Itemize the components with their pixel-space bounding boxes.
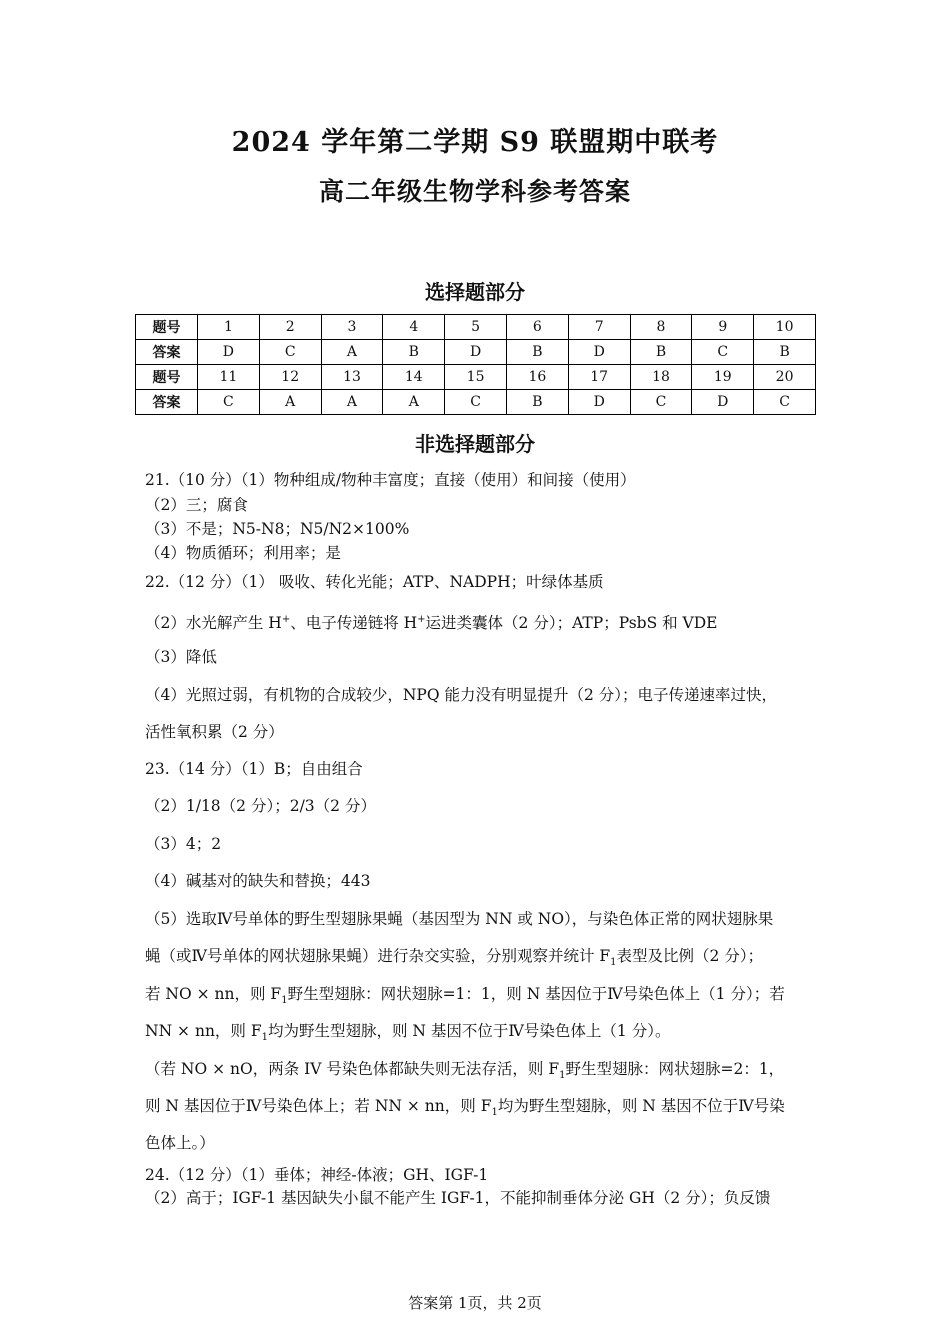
- answer-cell: D: [568, 340, 630, 365]
- answer-cell: C: [445, 390, 507, 415]
- answer-line-23-2: （2）1/18（2 分）；2/3（2 分）: [145, 797, 376, 815]
- answer-line-23-5d: NN × nn，则 $F_1$均为野生型翅脉，则 N 基因不位于Ⅳ号染色体上（1 分）。: [145, 1022, 671, 1044]
- table-row-answer-1: [136, 340, 816, 365]
- answer-line-22-2: （2）水光解产生 H+、电子传递链将 H+运进类囊体（2 分）；ATP；PsbS 和 VDE: [145, 614, 718, 633]
- question-number-cell: 17: [568, 365, 630, 390]
- table-row-question-1: [136, 315, 816, 340]
- answer-line-23-5e: （若 NO × nO，两条 IV 号染色体都缺失则无法存活，则 $F_1$野生型翅脉：网状翅脉=2：1，: [145, 1060, 785, 1082]
- question-number-cell: 9: [692, 315, 754, 340]
- answer-cell: D: [568, 390, 630, 415]
- answer-line-22-4b: 活性氧积累（2 分）: [145, 723, 284, 741]
- question-number-cell: 18: [630, 365, 692, 390]
- answer-cell: C: [630, 390, 692, 415]
- answer-cell: D: [445, 340, 507, 365]
- choice-section-heading: 选择题部分: [425, 280, 525, 304]
- answer-table: [135, 314, 816, 415]
- answer-cell: A: [383, 390, 445, 415]
- answer-line-23-3: （3）4；2: [145, 835, 222, 853]
- question-number-cell: 1: [198, 315, 260, 340]
- table-row-question-2: [136, 365, 816, 390]
- answer-line-21-3: （3）不是；N5-N8；N5/N2×100%: [145, 520, 410, 538]
- question-number-cell: 6: [506, 315, 568, 340]
- answer-cell: A: [321, 340, 383, 365]
- answer-cell: A: [321, 390, 383, 415]
- answer-line-23-1: 23.（14 分）（1）B；自由组合: [145, 760, 363, 778]
- answer-line-23-4: （4）碱基对的缺失和替换；443: [145, 872, 371, 890]
- answer-line-22-4a: （4）光照过弱，有机物的合成较少，NPQ 能力没有明显提升（2 分）；电子传递速率过快，: [145, 686, 778, 704]
- answer-cell: C: [692, 340, 754, 365]
- answer-cell: B: [506, 390, 568, 415]
- answer-line-21-2: （2）三；腐食: [145, 496, 248, 514]
- question-number-cell: 15: [445, 365, 507, 390]
- question-number-cell: 8: [630, 315, 692, 340]
- answer-cell: C: [754, 390, 816, 415]
- table-row-answer-2: [136, 390, 816, 415]
- answer-cell: B: [383, 340, 445, 365]
- question-number-cell: 11: [198, 365, 260, 390]
- answer-cell: B: [630, 340, 692, 365]
- question-label-cell: 题号: [136, 365, 198, 390]
- question-number-cell: 16: [506, 365, 568, 390]
- answer-line-23-5c: 若 NO × nn，则 $F_1$野生型翅脉：网状翅脉=1：1，则 N 基因位于Ⅳ号染色体上（1 分）；若: [145, 985, 785, 1007]
- question-number-cell: 10: [754, 315, 816, 340]
- answer-cell: D: [198, 340, 260, 365]
- superscript-plus: +: [281, 614, 291, 625]
- question-label-cell: 题号: [136, 315, 198, 340]
- question-number-cell: 12: [259, 365, 321, 390]
- question-number-cell: 20: [754, 365, 816, 390]
- answer-line-23-5g: 色体上。）: [145, 1134, 215, 1152]
- question-number-cell: 14: [383, 365, 445, 390]
- answer-line-23-5b: 蝇（或Ⅳ号单体的网状翅脉果蝇）进行杂交实验，分别观察并统计 $F_1$表型及比例（2 分）；: [145, 947, 764, 969]
- page-footer: 答案第 1页，共 2页: [408, 1294, 542, 1312]
- answer-line-22-3: （3）降低: [145, 648, 217, 666]
- answer-cell: B: [754, 340, 816, 365]
- answer-cell: C: [259, 340, 321, 365]
- answer-line-23-5a: （5）选取Ⅳ号单体的野生型翅脉果蝇（基因型为 NN 或 NO），与染色体正常的网状翅脉果: [145, 910, 774, 928]
- question-number-cell: 2: [259, 315, 321, 340]
- question-number-cell: 13: [321, 365, 383, 390]
- superscript-plus: +: [417, 614, 426, 625]
- question-number-cell: 19: [692, 365, 754, 390]
- question-number-cell: 7: [568, 315, 630, 340]
- answer-cell: A: [259, 390, 321, 415]
- answer-cell: C: [198, 390, 260, 415]
- answer-line-22-1: 22.（12 分）（1） 吸收、转化光能；ATP、NADPH；叶绿体基质: [145, 573, 604, 591]
- answer-line-21-1: 21.（10 分）（1）物种组成/物种丰富度；直接（使用）和间接（使用）: [145, 471, 636, 489]
- question-number-cell: 4: [383, 315, 445, 340]
- answer-line-24-2: （2）高于；IGF-1 基因缺失小鼠不能产生 IGF-1，不能抑制垂体分泌 GH（2 分）；负反馈: [145, 1189, 771, 1207]
- answer-line-24-1: 24.（12 分）（1）垂体；神经-体液；GH、IGF-1: [145, 1166, 489, 1184]
- document-subtitle: 高二年级生物学科参考答案: [318, 177, 631, 206]
- answer-line-21-4: （4）物质循环；利用率；是: [145, 544, 341, 562]
- nonchoice-section-heading: 非选择题部分: [415, 432, 535, 456]
- question-number-cell: 3: [321, 315, 383, 340]
- answer-cell: D: [692, 390, 754, 415]
- question-number-cell: 5: [445, 315, 507, 340]
- document-title: 2024 学年第二学期 S9 联盟期中联考: [231, 127, 719, 158]
- answer-label-cell: 答案: [136, 390, 198, 415]
- answer-cell: B: [506, 340, 568, 365]
- answer-line-23-5f: 则 N 基因位于Ⅳ号染色体上；若 NN × nn，则 $F_1$均为野生型翅脉，则 N 基因不位于Ⅳ号染: [145, 1097, 785, 1119]
- answer-label-cell: 答案: [136, 340, 198, 365]
